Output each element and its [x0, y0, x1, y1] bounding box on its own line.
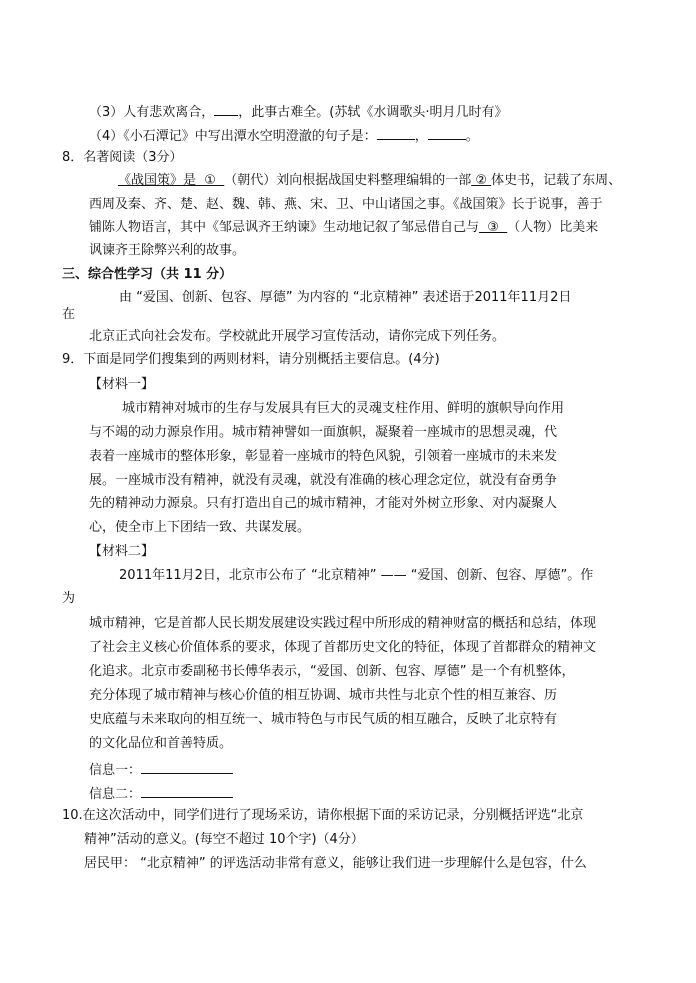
- answer-blank[interactable]: [428, 127, 466, 140]
- section-title: 三、综合性学习（共 11 分）: [62, 267, 233, 282]
- answer-blank-2[interactable]: ②: [471, 173, 492, 188]
- q8-line4: 讽谏齐王除弊兴利的故事。: [89, 243, 246, 258]
- resident-a-quote: 居民甲： “北京精神” 的评选活动非常有意义，能够让我们进一步理解什么是包容，什么: [84, 856, 587, 871]
- section-intro-line1: 由 “爱国、创新、包容、厚德” 为内容的 “北京精神” 表述语于2011年11月2日: [119, 290, 572, 305]
- material-2-line1b: 为: [62, 591, 76, 606]
- q8-line2: 西周及秦、齐、楚、赵、魏、韩、燕、宋、卫、中山诸国之事。《战国策》长于说事，善于: [89, 197, 603, 212]
- material-2-line: 史底蕴与未来取向的相互统一、城市特色与市民气质的相互融合，反映了北京特有: [89, 712, 558, 727]
- q8-line3: 铺陈人物语言，其中《邹忌讽齐王纳谏》生动地记叙了邹忌借自己与 ③ （人物）比美来: [89, 220, 599, 235]
- q10-line1: 10.在这次活动中，同学们进行了现场采访，请你根据下面的采访记录，分别概括评选“北京: [62, 808, 584, 823]
- info-2: 信息二：: [89, 785, 233, 801]
- material-1-line: 展。一座城市没有精神，就没有灵魂，就没有准确的核心理念定位，就没有奋勇争: [89, 473, 558, 488]
- answer-blank-1[interactable]: ①: [196, 173, 225, 188]
- section-intro-line2: 北京正式向社会发布。学校就此开展学习宣传活动，请你完成下列任务。: [89, 329, 506, 344]
- material-2-line: 的文化品位和首善特质。: [89, 736, 233, 751]
- poem-q3: （3）人有悲欢离合， ，此事古难全。(苏轼《水调歌头·明月几时有》: [89, 105, 508, 120]
- material-1-line: 先的精神动力源泉。只有打造出自己的城市精神，才能对外树立形象、对内凝聚人: [89, 496, 558, 511]
- q10-line2: 精神”活动的意义。(每空不超过 10个字)（4分）: [84, 832, 364, 847]
- material-2-label: 【材料二】: [89, 544, 155, 559]
- material-1-line: 城市精神对城市的生存与发展具有巨大的灵魂支柱作用、鲜明的旗帜导向作用: [122, 401, 565, 416]
- answer-blank[interactable]: [214, 103, 238, 116]
- answer-blank[interactable]: [141, 761, 233, 774]
- material-2-line: 城市精神，它是首都人民长期发展建设实践过程中所形成的精神财富的概括和总结，体现: [89, 616, 597, 631]
- q8-line1: 《战国策》是 ① （朝代）刘向根据战国史料整理编辑的一部 ② 体史书，记载了东周、: [118, 173, 622, 188]
- poem-q4: （4）《小石潭记》中写出潭水空明澄澈的句子是： ， 。: [89, 129, 479, 144]
- section-intro-line1b: 在: [62, 307, 76, 322]
- material-1-line: 与不竭的动力源泉作用。城市精神譬如一面旗帜，凝聚着一座城市的思想灵魂，代: [89, 425, 558, 440]
- answer-blank-3[interactable]: ③: [479, 220, 508, 235]
- material-1-line: 表着一座城市的整体形象，彰显着一座城市的特色风貌，引领着一座城市的未来发: [89, 449, 558, 464]
- q9-title: 9．下面是同学们搜集到的两则材料，请分别概括主要信息。(4分): [62, 352, 440, 367]
- answer-blank[interactable]: [141, 785, 233, 798]
- q8-title: 8．名著阅读（3分）: [62, 150, 183, 165]
- material-2-line1: 2011年11月2日，北京市公布了 “北京精神” —— “爱国、创新、包容、厚德”。作: [119, 568, 594, 583]
- material-1-label: 【材料一】: [89, 377, 155, 392]
- material-2-line: 了社会主义核心价值体系的要求，体现了首都历史文化的特征，体现了首都群众的精神文: [89, 640, 597, 655]
- info-1: 信息一：: [89, 761, 233, 777]
- material-2-line: 化追求。北京市委副秘书长傅华表示，“爱国、创新、包容、厚德” 是一个有机整体，: [89, 664, 575, 679]
- material-2-line: 充分体现了城市精神与核心价值的相互协调、城市共性与北京个性的相互兼容、历: [89, 688, 558, 703]
- material-1-line: 心，使全市上下团结一致、共谋发展。: [89, 520, 311, 535]
- answer-blank[interactable]: [377, 127, 415, 140]
